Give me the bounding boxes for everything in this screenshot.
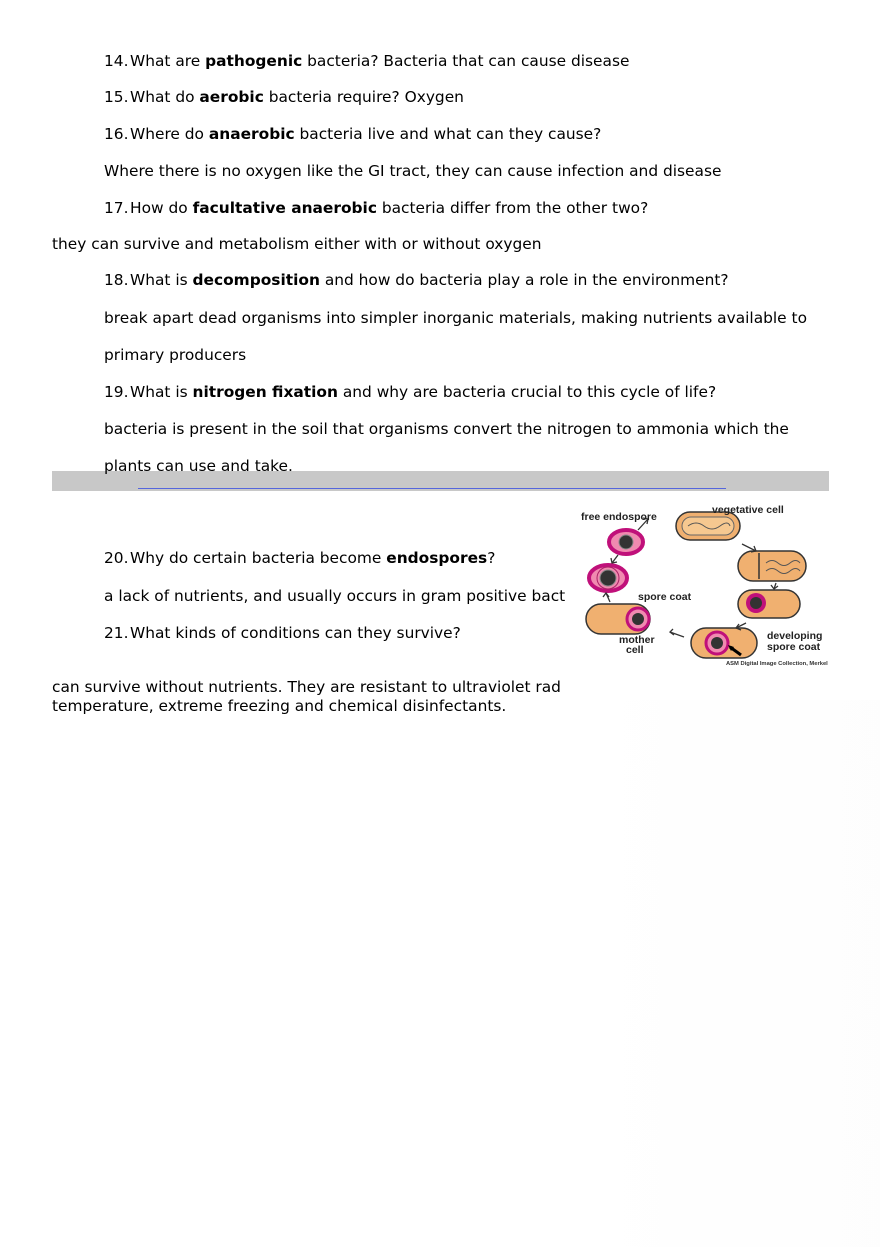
image-credit: ASM Digital Image Collection, Merkel <box>726 661 828 667</box>
scan-shade <box>576 700 880 1247</box>
question-number: 20. <box>104 549 129 567</box>
label-vegetative-cell: vegetative cell <box>712 504 784 516</box>
label-cell: cell <box>626 644 644 656</box>
question-19 <box>104 382 716 402</box>
key-term: aerobic <box>199 88 264 106</box>
key-term: facultative anaerobic <box>192 199 377 217</box>
horizontal-rule <box>138 488 726 489</box>
endospore-cycle-diagram <box>576 497 838 673</box>
key-term: decomposition <box>192 271 320 289</box>
question-number: 16. <box>104 125 129 143</box>
question-14 <box>104 51 629 71</box>
question-number: 15. <box>104 88 129 106</box>
answer-21-line-2: temperature, extreme freezing and chemical disinfectants. <box>52 697 507 715</box>
question-text: ? <box>487 549 496 567</box>
dividing-cell-figure <box>738 551 806 581</box>
answer-16: Where there is no oxygen like the GI tract, they can cause infection and disease <box>104 162 722 180</box>
label-spore-coat-2: spore coat <box>767 641 821 653</box>
question-text: bacteria require? Oxygen <box>263 88 464 106</box>
answer-20: a lack of nutrients, and usually occurs in gram positive bact <box>104 587 566 605</box>
vegetative-cell-figure <box>676 512 740 540</box>
question-number: 17. <box>104 199 129 217</box>
free-endospore-figure <box>609 530 643 554</box>
label-spore-coat: spore coat <box>638 591 692 603</box>
question-21 <box>104 623 461 643</box>
answer-19-line-2: plants can use and take. <box>104 457 293 475</box>
answer-17: they can survive and metabolism either with or without oxygen <box>52 235 542 253</box>
question-text: What do <box>130 88 200 106</box>
question-16 <box>104 124 601 144</box>
question-number: 18. <box>104 271 129 289</box>
question-text: What kinds of conditions can they survive? <box>130 624 461 642</box>
question-15 <box>104 87 464 107</box>
answer-18-line-2: primary producers <box>104 346 247 364</box>
question-text: What is <box>130 271 193 289</box>
question-text: bacteria differ from the other two? <box>376 199 649 217</box>
question-text: What is <box>130 383 193 401</box>
developing-spore-coat-figure <box>691 628 757 658</box>
question-number: 19. <box>104 383 129 401</box>
question-text: bacteria? Bacteria that can cause disease <box>302 52 630 70</box>
question-17 <box>104 198 648 218</box>
released-spore-figure <box>589 565 627 591</box>
question-text: What are <box>130 52 206 70</box>
mother-cell-figure <box>586 604 650 634</box>
answer-18-line-1: break apart dead organisms into simpler inorganic materials, making nutrients available to <box>104 309 807 327</box>
label-mother: mother <box>619 634 655 646</box>
question-text: Why do certain bacteria become <box>130 549 387 567</box>
question-number: 14. <box>104 52 129 70</box>
question-number: 21. <box>104 624 129 642</box>
answer-19-line-1: bacteria is present in the soil that organisms convert the nitrogen to ammonia which the <box>104 420 789 438</box>
key-term: pathogenic <box>205 52 303 70</box>
question-text: Where do <box>130 125 209 143</box>
label-free-endospore: free endospore <box>581 511 657 523</box>
question-text: and how do bacteria play a role in the environment? <box>319 271 729 289</box>
question-text: and why are bacteria crucial to this cycle of life? <box>337 383 717 401</box>
label-developing: developing <box>767 630 823 642</box>
key-term: anaerobic <box>208 125 295 143</box>
answer-21-line-1: can survive without nutrients. They are resistant to ultraviolet rad <box>52 678 561 696</box>
question-text: How do <box>130 199 193 217</box>
engulfment-figure <box>738 590 800 618</box>
question-18 <box>104 270 729 290</box>
question-20 <box>104 548 495 568</box>
key-term: nitrogen fixation <box>192 383 338 401</box>
key-term: endospores <box>386 549 488 567</box>
question-text: bacteria live and what can they cause? <box>294 125 602 143</box>
